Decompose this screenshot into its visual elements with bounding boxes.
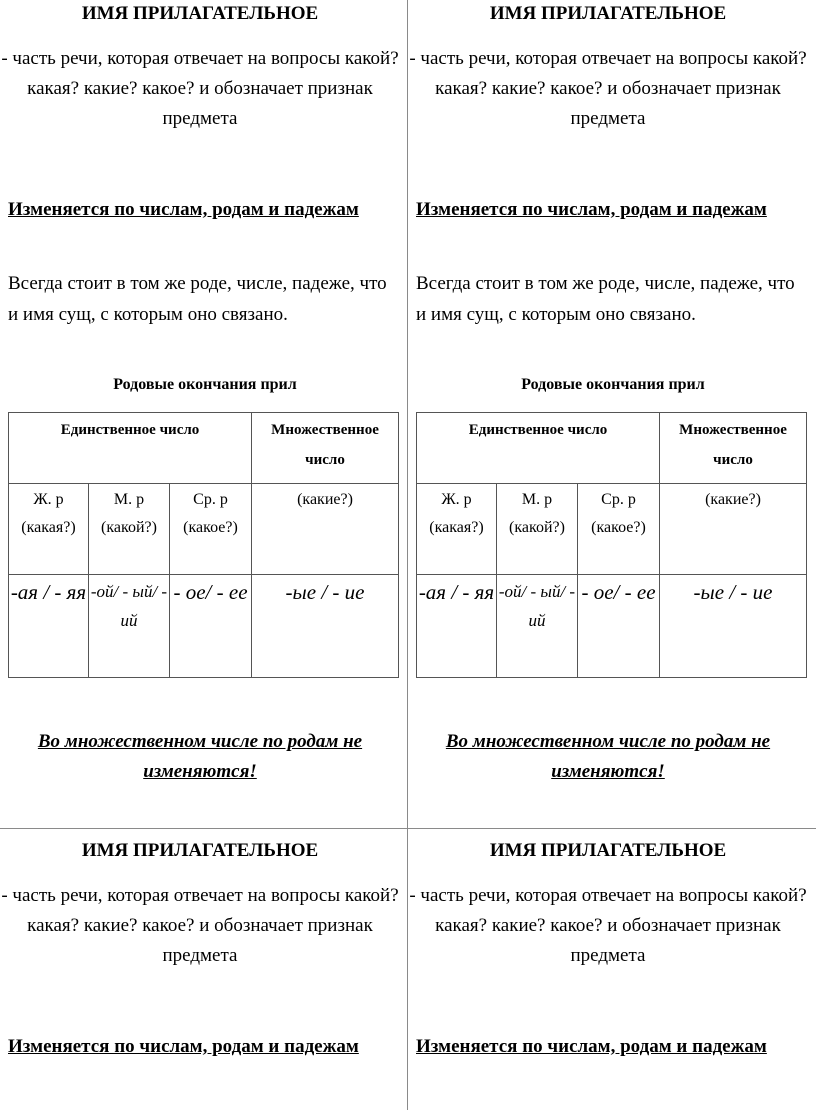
masculine-cell: М. р (какой?) [89,484,170,575]
card-title: ИМЯ ПРИЛАГАТЕЛЬНОЕ [489,3,727,24]
card-bottom-left [0,837,400,1110]
changes-rule: Изменяется по числам, родам и падежам [416,199,767,220]
masculine-ending: -ой/ - ый/ - ий [89,575,170,678]
endings-table [8,412,399,678]
plural-ending: -ые / - ие [252,575,399,678]
definition: - часть речи, которая отвечает на вопросы какой? какая? какие? какое? и обозначает признак предмета [1,48,399,129]
plural-question-cell: (какие?) [660,484,807,575]
card-top-left [0,0,400,828]
card-title: ИМЯ ПРИЛАГАТЕЛЬНОЕ [489,840,727,861]
changes-rule: Изменяется по числам, родам и падежам [8,1036,359,1057]
definition: - часть речи, которая отвечает на вопросы какой? какая? какие? какое? и обозначает признак предмета [409,885,807,966]
card-top-right [408,0,808,828]
neuter-cell: Ср. р (какое?) [578,484,660,575]
masculine-cell: М. р (какой?) [497,484,578,575]
plural-header: Множественное число [252,413,399,484]
singular-header: Единственное число [9,413,252,484]
plural-note: Во множественном числе по родам не изменяются! [37,731,363,782]
endings-title: Родовые окончания прил [113,376,297,393]
plural-ending: -ые / - ие [660,575,807,678]
definition: - часть речи, которая отвечает на вопросы какой? какая? какие? какое? и обозначает признак предмета [1,885,399,966]
plural-question-cell: (какие?) [252,484,399,575]
plural-note: Во множественном числе по родам не изменяются! [445,731,771,782]
feminine-ending: -ая / - яя [9,575,89,678]
feminine-cell: Ж. р (какая?) [9,484,89,575]
neuter-ending: - ое/ - ее [170,575,252,678]
singular-header: Единственное число [417,413,660,484]
plural-header: Множественное число [660,413,807,484]
feminine-ending: -ая / - яя [417,575,497,678]
agreement-rule: Всегда стоит в том же роде, числе, падеже, что и имя сущ, с которым оно связано. [8,273,387,325]
feminine-cell: Ж. р (какая?) [417,484,497,575]
changes-rule: Изменяется по числам, родам и падежам [8,199,359,220]
card-title: ИМЯ ПРИЛАГАТЕЛЬНОЕ [81,3,319,24]
card-bottom-right [408,837,808,1110]
endings-table [416,412,807,678]
neuter-ending: - ое/ - ее [578,575,660,678]
changes-rule: Изменяется по числам, родам и падежам [416,1036,767,1057]
card-title: ИМЯ ПРИЛАГАТЕЛЬНОЕ [81,840,319,861]
horizontal-cut-line [0,828,816,829]
masculine-ending: -ой/ - ый/ - ий [497,575,578,678]
definition: - часть речи, которая отвечает на вопросы какой? какая? какие? какое? и обозначает признак предмета [409,48,807,129]
neuter-cell: Ср. р (какое?) [170,484,252,575]
endings-title: Родовые окончания прил [521,376,705,393]
agreement-rule: Всегда стоит в том же роде, числе, падеже, что и имя сущ, с которым оно связано. [416,273,795,325]
